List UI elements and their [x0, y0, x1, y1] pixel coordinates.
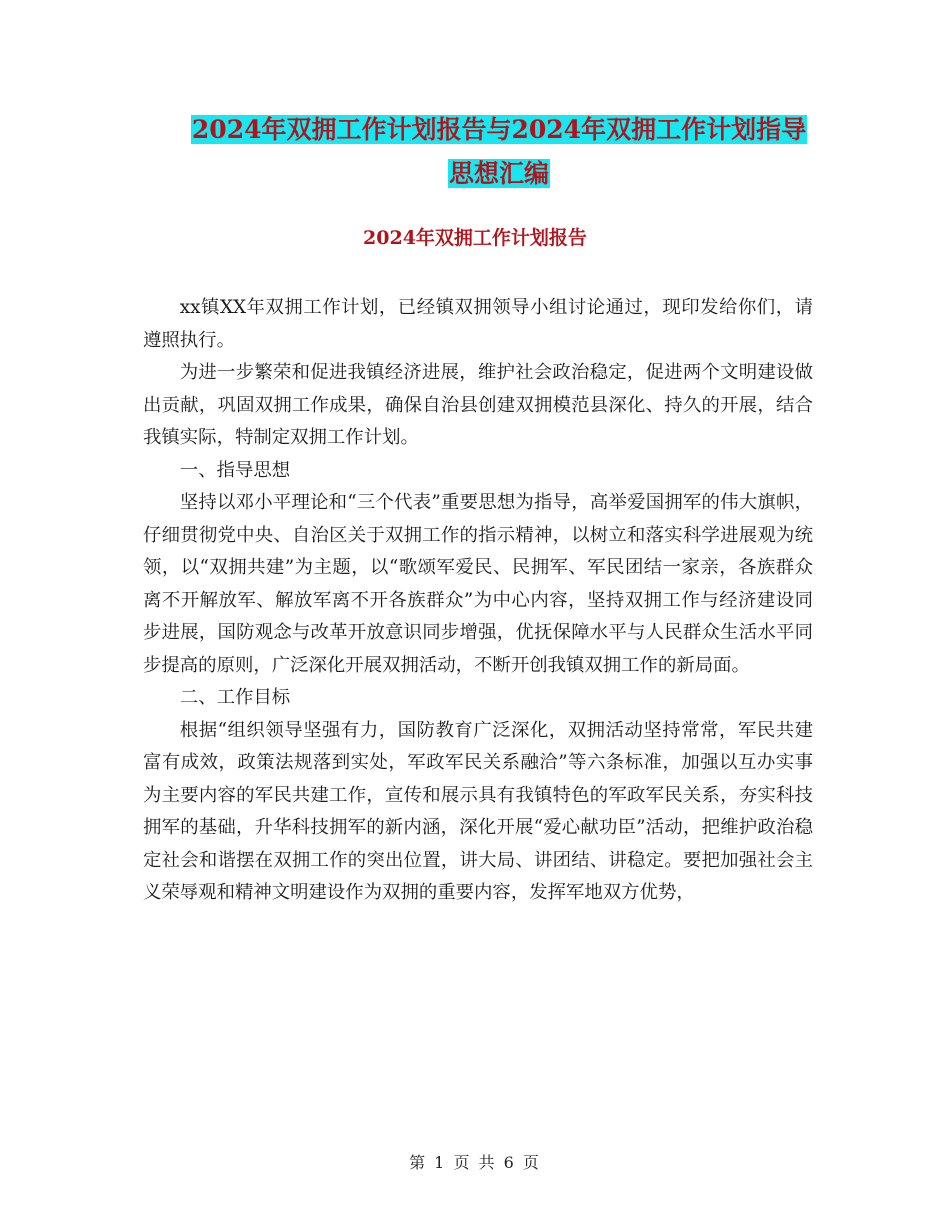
heading-work-goals: 二、工作目标 — [179, 687, 291, 708]
page-footer: 第 1 页 共 6 页 — [409, 1153, 541, 1172]
document-title-line-2: 思想汇编 — [448, 159, 549, 188]
heading-guiding-thought: 一、指导思想 — [179, 459, 291, 481]
document-title — [140, 108, 858, 196]
section-title: 2024年双拥工作计划报告 — [363, 227, 587, 249]
paragraph-guiding-thought: 坚持以邓小平理论和“三个代表”重要思想为指导，高举爱国拥军的伟大旗帜，仔细贯彻党中央、自治区关于双拥工作的指示精神，以树立和落实科学进展观为统领，以“双拥共建”为主题，以“歌颂军爱民、民拥军、军民团结一家亲，各族群众离不开解放军、解放军离不开各族群众”为中心内容，坚持双拥工作与经济建设同步进展，国防观念与改革开放意识同步增强，优抚保障水平与人民群众生活水平同步提高的原则，广泛深化开展双拥活动，不断开创我镇双拥工作的新局面。 — [143, 492, 813, 676]
document-title-line-1: 2024年双拥工作计划报告与2024年双拥工作计划指导 — [191, 115, 807, 144]
document-body — [143, 292, 813, 910]
paragraph-purpose: 为进一步繁荣和促进我镇经济进展，维护社会政治稳定，促进两个文明建设做出贡献，巩固双拥工作成果，确保自治县创建双拥模范县深化、持久的开展，结合我镇实际，特制定双拥工作计划。 — [143, 362, 813, 448]
paragraph-work-goals: 根据“组织领导坚强有力，国防教育广泛深化，双拥活动坚持常常，军民共建富有成效，政策法规落到实处，军政军民关系融洽”等六条标准，加强以互办实事为主要内容的军民共建工作，宣传和展示具有我镇特色的军政军民关系，夯实科技拥军的基础，升华科技拥军的新内涵，深化开展“爱心献功臣”活动，把维护政治稳定社会和谐摆在双拥工作的突出位置，讲大局、讲团结、讲稳定。要把加强社会主义荣辱观和精神文明建设作为双拥的重要内容，发挥军地双方优势， — [143, 719, 813, 903]
paragraph-intro: xx镇XX年双拥工作计划，已经镇双拥领导小组讨论通过，现印发给你们，请遵照执行。 — [143, 297, 813, 351]
